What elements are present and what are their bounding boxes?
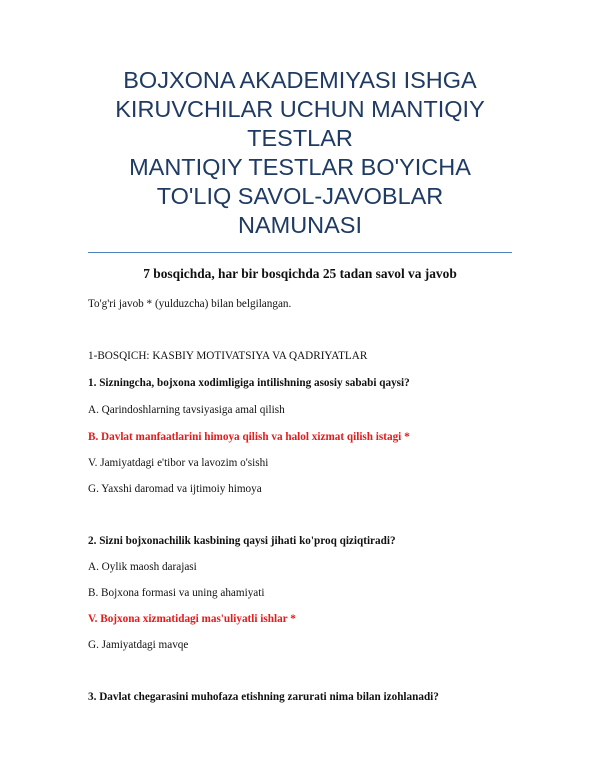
title-line: KIRUVCHILAR UCHUN MANTIQIY xyxy=(115,96,485,122)
option-1v: V. Jamiyatdagi e'tibor va lavozim o'sishi xyxy=(88,457,269,469)
option-1g: G. Yaxshi daromad va ijtimoiy himoya xyxy=(88,483,262,495)
option-1b-correct: B. Davlat manfaatlarini himoya qilish va halol xizmat qilish istagi * xyxy=(88,431,410,443)
option-2a: A. Oylik maosh darajasi xyxy=(88,561,197,573)
question-1: 1. Sizningcha, bojxona xodimligiga intilishning asosiy sababi qaysi? xyxy=(88,377,410,389)
section-heading: 1-BOSQICH: KASBIY MOTIVATSIYA VA QADRIYATLAR xyxy=(88,350,368,362)
question-2: 2. Sizni bojxonachilik kasbining qaysi jihati ko'proq qiziqtiradi? xyxy=(88,535,396,547)
option-2v-correct: V. Bojxona xizmatidagi mas'uliyatli ishlar * xyxy=(88,613,296,625)
title-line: TO'LIQ SAVOL-JAVOBLAR xyxy=(156,183,444,209)
subtitle: 7 bosqichda, har bir bosqichda 25 tadan savol va javob xyxy=(143,266,457,281)
document-title xyxy=(60,66,540,240)
title-line: NAMUNASI xyxy=(237,212,363,238)
answer-key-note: To'g'ri javob * (yulduzcha) bilan belgilangan. xyxy=(88,298,292,310)
title-line: BOJXONA AKADEMIYASI ISHGA xyxy=(123,67,477,93)
option-1a: A. Qarindoshlarning tavsiyasiga amal qilish xyxy=(88,404,285,416)
title-divider xyxy=(88,252,512,253)
title-line: MANTIQIY TESTLAR BO'YICHA xyxy=(129,154,471,180)
option-2g: G. Jamiyatdagi mavqe xyxy=(88,639,189,651)
question-3: 3. Davlat chegarasini muhofaza etishning zarurati nima bilan izohlanadi? xyxy=(88,691,439,703)
option-2b: B. Bojxona formasi va uning ahamiyati xyxy=(88,587,265,599)
title-line: TESTLAR xyxy=(247,125,353,151)
